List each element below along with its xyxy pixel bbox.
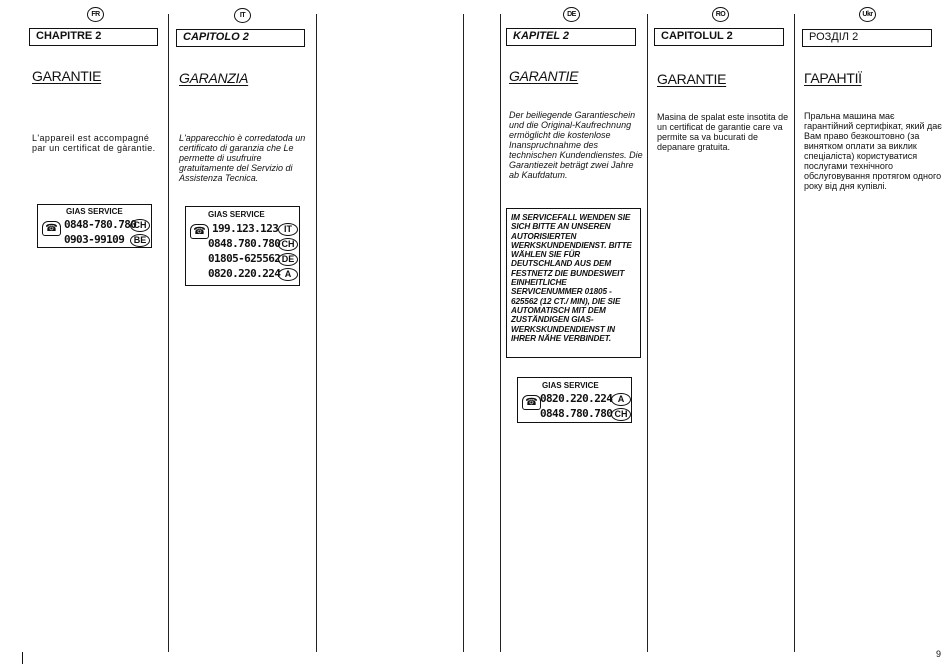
section-heading-ukr: ГАРАНТІЇ <box>804 70 862 86</box>
chapter-title-fr: CHAPITRE 2 <box>29 28 158 46</box>
country-code-badge: CH <box>278 238 298 251</box>
page-number: 9 <box>936 649 942 659</box>
chapter-title-ro: CAPITOLUL 2 <box>654 28 784 46</box>
language-badge-de: DE <box>563 7 580 22</box>
country-code-badge: CH <box>611 408 631 421</box>
column-divider <box>463 14 464 652</box>
body-text-de: Der beiliegende Garantieschein und die Original-Kaufrechnung ermöglicht die kostenlose Inanspruchnahme des technischen Kundendienstes. Die Garantiezeit beträgt zwei Jahre ab Kaufdatum. <box>509 110 643 180</box>
body-text-fr: L'appareil est accompagné par un certificat de gàrantie. <box>32 133 156 153</box>
page-edge-mark <box>22 652 23 664</box>
telephone-icon: ☎ <box>190 224 209 239</box>
column-divider <box>794 14 795 652</box>
telephone-icon: ☎ <box>42 221 61 236</box>
phone-number: 0848.780.780 <box>540 407 613 420</box>
section-heading-de: GARANTIE <box>509 68 579 84</box>
language-badge-ro: RO <box>712 7 729 22</box>
phone-number: 0820.220.224 <box>540 392 613 405</box>
phone-number: 0903-99109 <box>64 233 125 246</box>
gias-service-box-fr <box>37 204 152 248</box>
phone-number: 0848.780.780 <box>208 237 281 250</box>
telephone-icon: ☎ <box>522 395 541 410</box>
country-code-badge: A <box>278 268 298 281</box>
phone-number: 01805-625562 <box>208 252 281 265</box>
phone-number: 199.123.123 <box>212 222 279 235</box>
country-code-badge: IT <box>278 223 298 236</box>
section-heading-it: GARANZIA <box>179 70 249 86</box>
chapter-title-de: KAPITEL 2 <box>506 28 636 46</box>
body-text-ukr: Пральна машина має гарантійний сертифікат, який дає Вам право безкоштовно (за винятком оплати за виклик спеціаліста) користуватися послугами технічного обслуговування протягом одного року від дня купівлі. <box>804 111 942 191</box>
service-label: GIAS SERVICE <box>208 210 265 219</box>
body-text-ro: Masina de spalat este insotita de un certificat de garantie care va permite sa va bucurati de depanare gratuita. <box>657 112 789 152</box>
service-notice-de: IM SERVICEFALL WENDEN SIE SICH BITTE AN UNSEREN AUTORISIERTEN WERKSKUNDENDIENST. BITTE WÄHLEN SIE FÜR DEUTSCHLAND AUS DEM FESTNETZ DIE BUNDESWEIT EINHEITLICHE SERVICENUMMER 01805 - 625562 (12 CT./ MIN), DIE SIE AUTOMATISCH MIT DEM ZUSTÄNDIGEN GIAS-WERKSKUNDENDIENST IN IHRER NÄHE VERBINDET. <box>506 208 641 358</box>
column-divider <box>316 14 317 652</box>
section-heading-fr: GARANTIE <box>32 68 102 84</box>
language-badge-ukr: Ukr <box>859 7 876 22</box>
language-badge-fr: FR <box>87 7 104 22</box>
country-code-badge: BE <box>130 234 150 247</box>
language-badge-it: IT <box>234 8 251 23</box>
chapter-title-it: CAPITOLO 2 <box>176 29 305 47</box>
gias-service-box-it <box>185 206 300 286</box>
column-divider <box>500 14 501 652</box>
chapter-title-ukr: РОЗДІЛ 2 <box>802 29 932 47</box>
service-label: GIAS SERVICE <box>66 207 123 216</box>
service-label: GIAS SERVICE <box>542 381 599 390</box>
country-code-badge: A <box>611 393 631 406</box>
phone-number: 0820.220.224 <box>208 267 281 280</box>
country-code-badge: DE <box>278 253 298 266</box>
gias-service-box-de <box>517 377 632 423</box>
country-code-badge: CH <box>130 219 150 232</box>
column-divider <box>647 14 648 652</box>
body-text-it: L'apparecchio è corredatoda un certificato di garanzia che Le permette di usufruire gratuitamente del Servizio di Assistenza Tecnica. <box>179 133 306 183</box>
phone-number: 0848-780.780 <box>64 218 137 231</box>
column-divider <box>168 14 169 652</box>
section-heading-ro: GARANTIE <box>657 71 727 87</box>
